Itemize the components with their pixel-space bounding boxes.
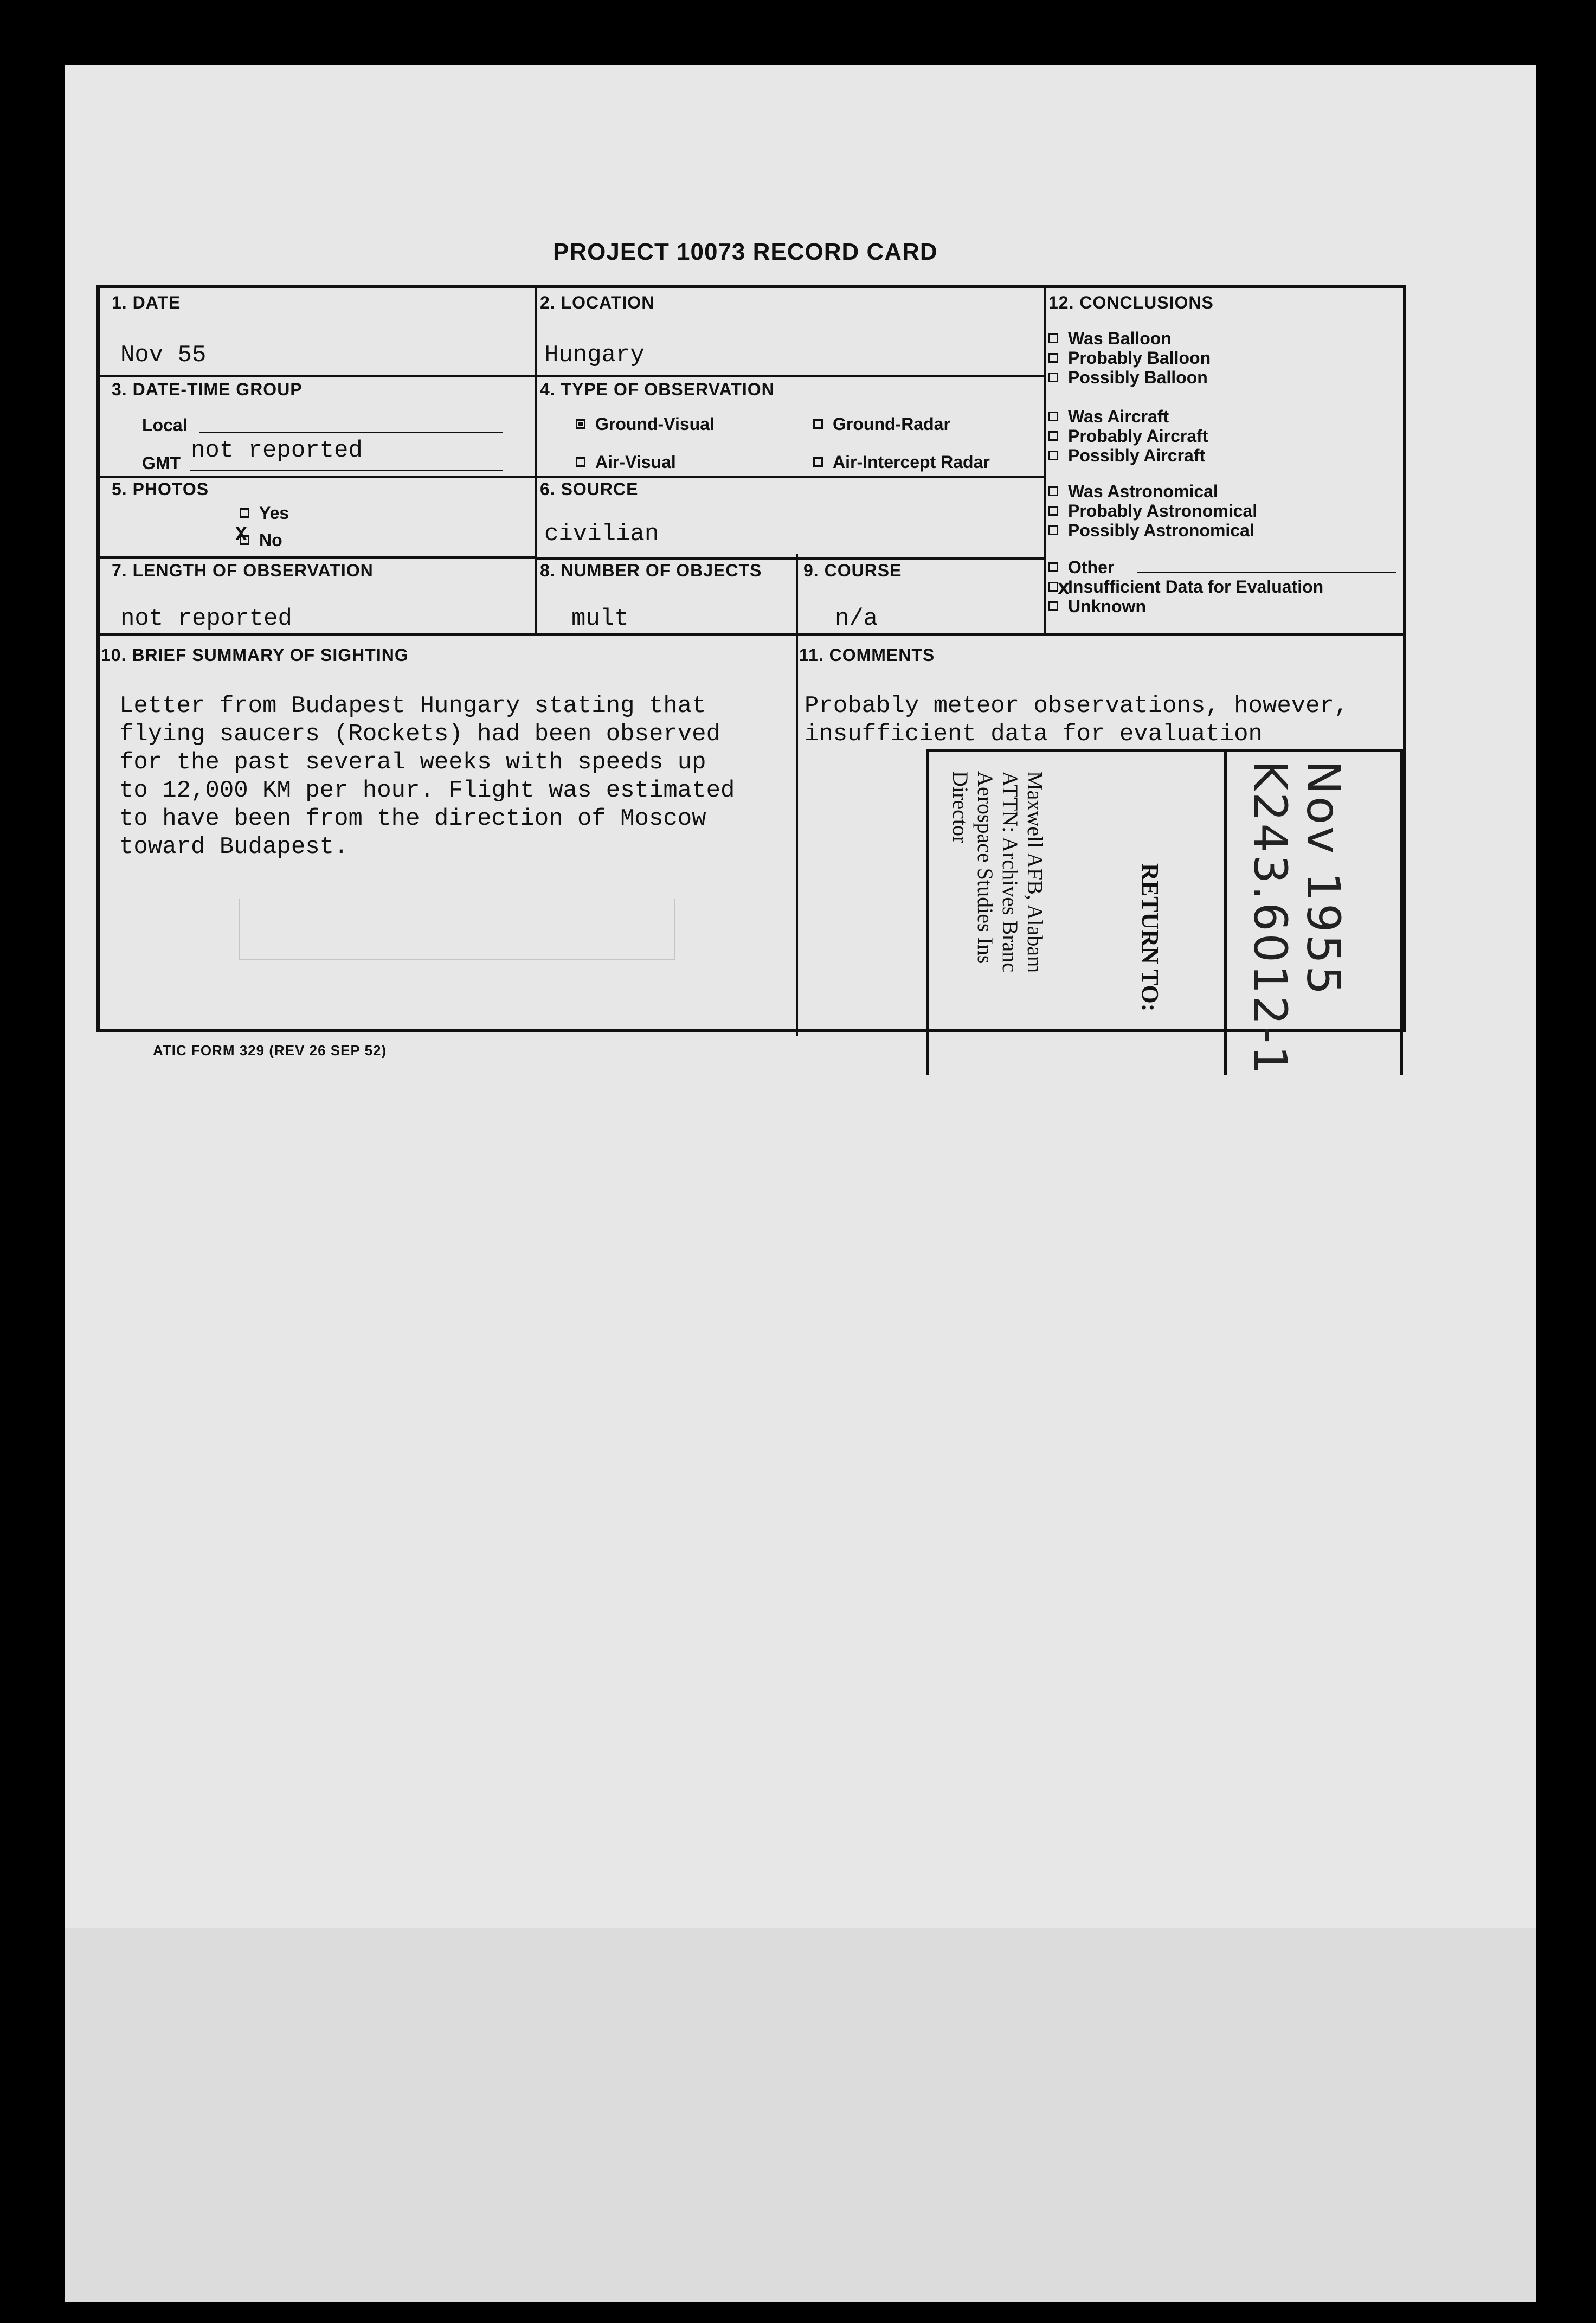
checkbox-icon: [1048, 525, 1058, 535]
conclusions-balloon-group: [1048, 329, 1211, 387]
photos-yes: Yes: [240, 503, 289, 523]
gmt-value: not reported: [191, 437, 363, 464]
gmt-underline: [190, 470, 503, 471]
conclusion-probably-aircraft: Probably Aircraft: [1048, 426, 1208, 446]
handwritten-reference: [1244, 760, 1350, 1077]
return-address-line: Director: [948, 771, 973, 844]
card-title: PROJECT 10073 RECORD CARD: [553, 239, 938, 265]
checkbox-icon: [1048, 333, 1058, 343]
course-value: n/a: [835, 605, 878, 632]
checkbox-checked-icon: [576, 419, 585, 429]
handwritten-line: K243.6012-1: [1244, 760, 1297, 1077]
comments-line: Probably meteor observations, however,: [805, 692, 1349, 720]
option-air-intercept-radar: Air-Intercept Radar: [813, 452, 990, 472]
return-to-stamp: [926, 749, 1403, 1075]
source-label: 6. SOURCE: [540, 479, 639, 499]
checkbox-icon: [1048, 486, 1058, 496]
option-air-visual: Air-Visual: [576, 452, 676, 472]
conclusion-was-aircraft: Was Aircraft: [1048, 407, 1208, 426]
other-underline: [1137, 572, 1397, 573]
faint-box: [239, 899, 675, 960]
summary-line: to have been from the direction of Moscow: [119, 805, 706, 832]
course-label: 9. COURSE: [803, 561, 902, 580]
checkbox-icon: [1048, 451, 1058, 460]
checkbox-icon: [1048, 506, 1058, 516]
comments-text: [805, 692, 1348, 748]
conclusion-insufficient-data: Insufficient Data for Evaluation: [1048, 577, 1323, 596]
date-value: Nov 55: [120, 342, 207, 369]
summary-line: Letter from Budapest Hungary stating that: [119, 692, 706, 720]
photos-no: No: [240, 530, 282, 550]
checkbox-icon: [813, 457, 823, 467]
objects-value: mult: [571, 605, 629, 632]
form-number: ATIC FORM 329 (REV 26 SEP 52): [153, 1042, 387, 1058]
length-label: 7. LENGTH OF OBSERVATION: [112, 561, 374, 580]
checkbox-icon: [1048, 353, 1058, 363]
conclusion-probably-balloon: Probably Balloon: [1048, 348, 1211, 368]
local-label: Local: [142, 415, 188, 435]
comments-label: 11. COMMENTS: [799, 645, 935, 665]
checkbox-icon: [813, 419, 823, 429]
summary-line: toward Budapest.: [119, 833, 349, 861]
location-value: Hungary: [544, 342, 645, 369]
conclusions-astronomical-group: [1048, 482, 1257, 540]
insufficient-data-mark: x: [1057, 577, 1071, 601]
conclusion-unknown: Unknown: [1048, 596, 1323, 616]
date-time-group-label: 3. DATE-TIME GROUP: [112, 380, 303, 399]
checkbox-icon: [1048, 562, 1058, 572]
option-ground-radar: Ground-Radar: [813, 414, 950, 434]
conclusion-possibly-aircraft: Possibly Aircraft: [1048, 446, 1208, 465]
comments-line: insufficient data for evaluation: [805, 721, 1263, 748]
conclusion-possibly-balloon: Possibly Balloon: [1048, 368, 1211, 387]
location-label: 2. LOCATION: [540, 293, 655, 312]
conclusion-other: Other: [1048, 557, 1323, 577]
checkbox-icon: [1048, 601, 1058, 611]
return-to-label: RETURN TO:: [1137, 863, 1163, 1012]
conclusions-other-group: [1048, 557, 1323, 616]
checkbox-icon: [576, 457, 585, 467]
conclusion-probably-astronomical: Probably Astronomical: [1048, 501, 1257, 521]
return-address: [948, 771, 1047, 973]
objects-label: 8. NUMBER OF OBJECTS: [540, 561, 762, 580]
conclusion-was-astronomical: Was Astronomical: [1048, 482, 1257, 501]
option-ground-visual: Ground-Visual: [576, 414, 715, 434]
summary-line: flying saucers (Rockets) had been observed: [119, 721, 720, 748]
return-address-line: ATTN: Archives Branc: [998, 771, 1022, 973]
checkbox-icon: [1048, 373, 1058, 382]
conclusions-label: 12. CONCLUSIONS: [1048, 293, 1214, 312]
lower-page-area: [65, 1928, 1536, 2302]
gmt-label: GMT: [142, 453, 181, 473]
return-address-line: Aerospace Studies Ins: [973, 771, 998, 964]
photos-label: 5. PHOTOS: [112, 479, 209, 499]
conclusion-possibly-astronomical: Possibly Astronomical: [1048, 521, 1257, 540]
summary-line: to 12,000 KM per hour. Flight was estimated: [119, 777, 735, 804]
type-of-observation-label: 4. TYPE OF OBSERVATION: [540, 380, 775, 399]
date-label: 1. DATE: [112, 293, 181, 312]
local-underline: [200, 432, 503, 433]
summary-text: [119, 692, 735, 861]
length-value: not reported: [120, 605, 292, 632]
summary-label: 10. BRIEF SUMMARY OF SIGHTING: [101, 645, 409, 665]
handwritten-line: Nov 1955: [1297, 760, 1350, 997]
checkbox-icon: [1048, 412, 1058, 421]
conclusion-was-balloon: Was Balloon: [1048, 329, 1211, 348]
checkbox-icon: [240, 508, 249, 518]
source-value: civilian: [544, 521, 659, 548]
return-address-line: Maxwell AFB, Alabam: [1023, 771, 1047, 973]
conclusions-aircraft-group: [1048, 407, 1208, 465]
photos-no-mark: X: [235, 524, 247, 546]
summary-line: for the past several weeks with speeds up: [119, 749, 706, 776]
checkbox-icon: [1048, 431, 1058, 441]
